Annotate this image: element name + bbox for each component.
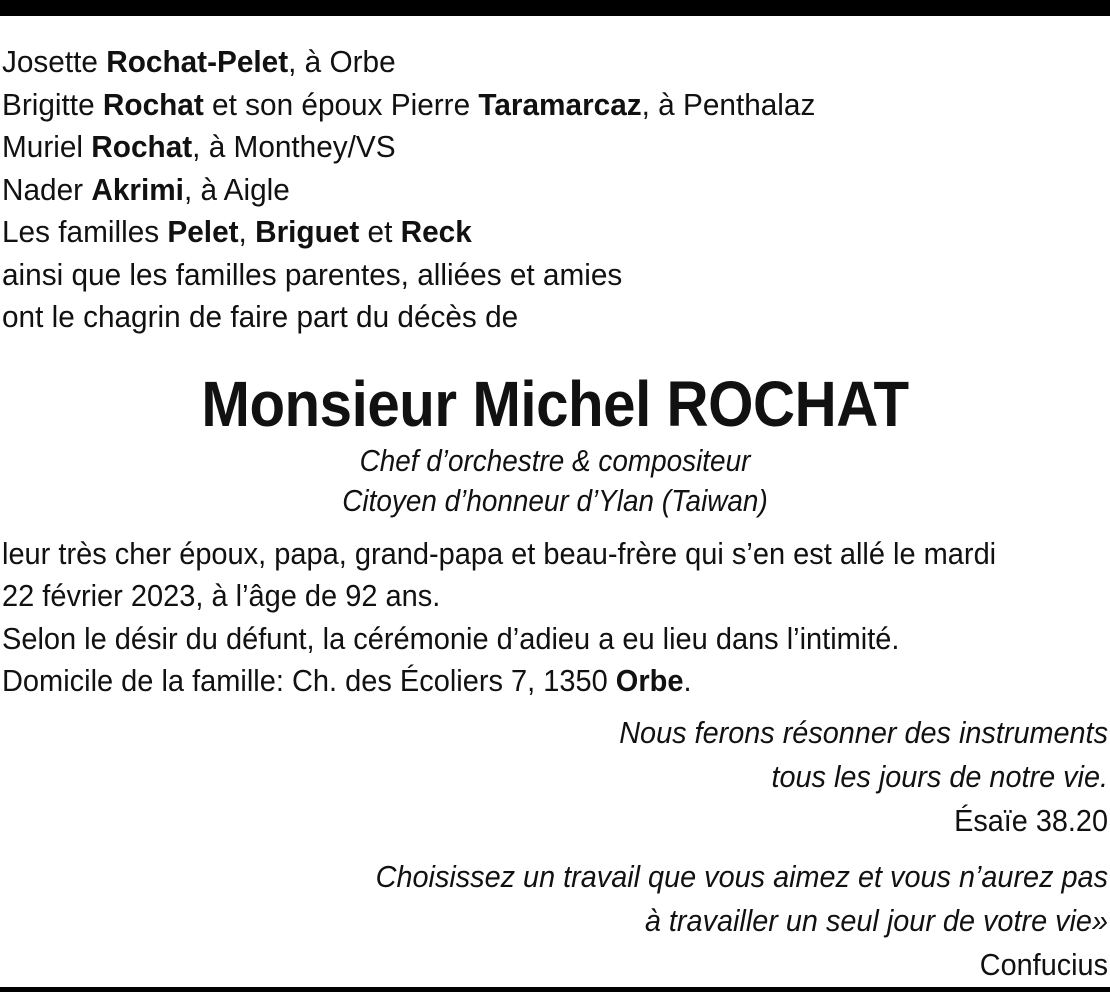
first-name: Brigitte [2, 86, 103, 122]
deceased-title: Citoyen d’honneur d’Ylan (Taiwan) [342, 482, 768, 518]
deceased-title: Chef d’orchestre & compositeur [359, 442, 751, 478]
family-line [2, 211, 1064, 254]
quote-source: Ésaïe 38.20 [954, 802, 1108, 838]
family-line [2, 126, 1064, 169]
family-line [2, 169, 1064, 212]
first-name: Josette [2, 44, 107, 79]
address-town: Orbe [615, 663, 684, 698]
surname: Rochat [91, 129, 193, 164]
bottom-rule [0, 987, 1110, 992]
quote-line: Choisissez un travail que vous aimez et vous n’aurez pas [375, 858, 1108, 894]
first-name: Muriel [2, 129, 92, 164]
quote-line: à travailler un seul jour de votre vie» [644, 902, 1108, 938]
top-rule [0, 0, 1110, 16]
quote-source: Confucius [979, 946, 1108, 982]
quote-line: tous les jours de notre vie. [771, 758, 1108, 794]
family-line [2, 41, 1064, 84]
families-label: Les familles [2, 214, 168, 249]
surname: Taramarcaz [478, 86, 642, 122]
intro-line: ont le chagrin de faire part du décès de [2, 299, 519, 334]
location: , à Orbe [288, 44, 396, 79]
family-list [2, 41, 1108, 339]
first-name: Nader [2, 171, 92, 207]
intro-line: ainsi que les familles parentes, alliées et amies [2, 256, 623, 292]
separator: , [238, 214, 256, 249]
surname: Akrimi [91, 171, 184, 207]
surname: Pelet [167, 214, 239, 249]
surname: Reck [400, 214, 472, 249]
body-line: 22 février 2023, à l’âge de 92 ans. [2, 578, 441, 613]
location: , à Penthalaz [641, 86, 816, 122]
quote-block [2, 855, 1108, 987]
location: , à Monthey/VS [192, 129, 396, 164]
address-line [2, 660, 1036, 703]
surname: Rochat [102, 86, 204, 122]
family-line [2, 84, 1064, 127]
deceased-name: Monsieur Michel ROCHAT [201, 367, 909, 440]
address-text: Domicile de la famille: Ch. des Écoliers 7, 1350 [2, 663, 616, 698]
body-line: leur très cher époux, papa, grand-papa et beau-frère qui s’en est allé le mardi [2, 535, 997, 571]
quote-block [2, 711, 1108, 843]
surname: Rochat-Pelet [106, 44, 289, 79]
location: , à Aigle [183, 171, 290, 207]
obituary-notice [2, 41, 1108, 987]
conjunction: et [359, 214, 401, 249]
announcement-body [2, 533, 1108, 703]
body-line: Selon le désir du défunt, la cérémonie d’adieu a eu lieu dans l’intimité. [2, 620, 900, 656]
quote-line: Nous ferons résonner des instruments [619, 714, 1108, 750]
address-end: . [683, 663, 692, 698]
relation-text: et son époux Pierre [203, 86, 479, 122]
surname: Briguet [255, 214, 360, 249]
